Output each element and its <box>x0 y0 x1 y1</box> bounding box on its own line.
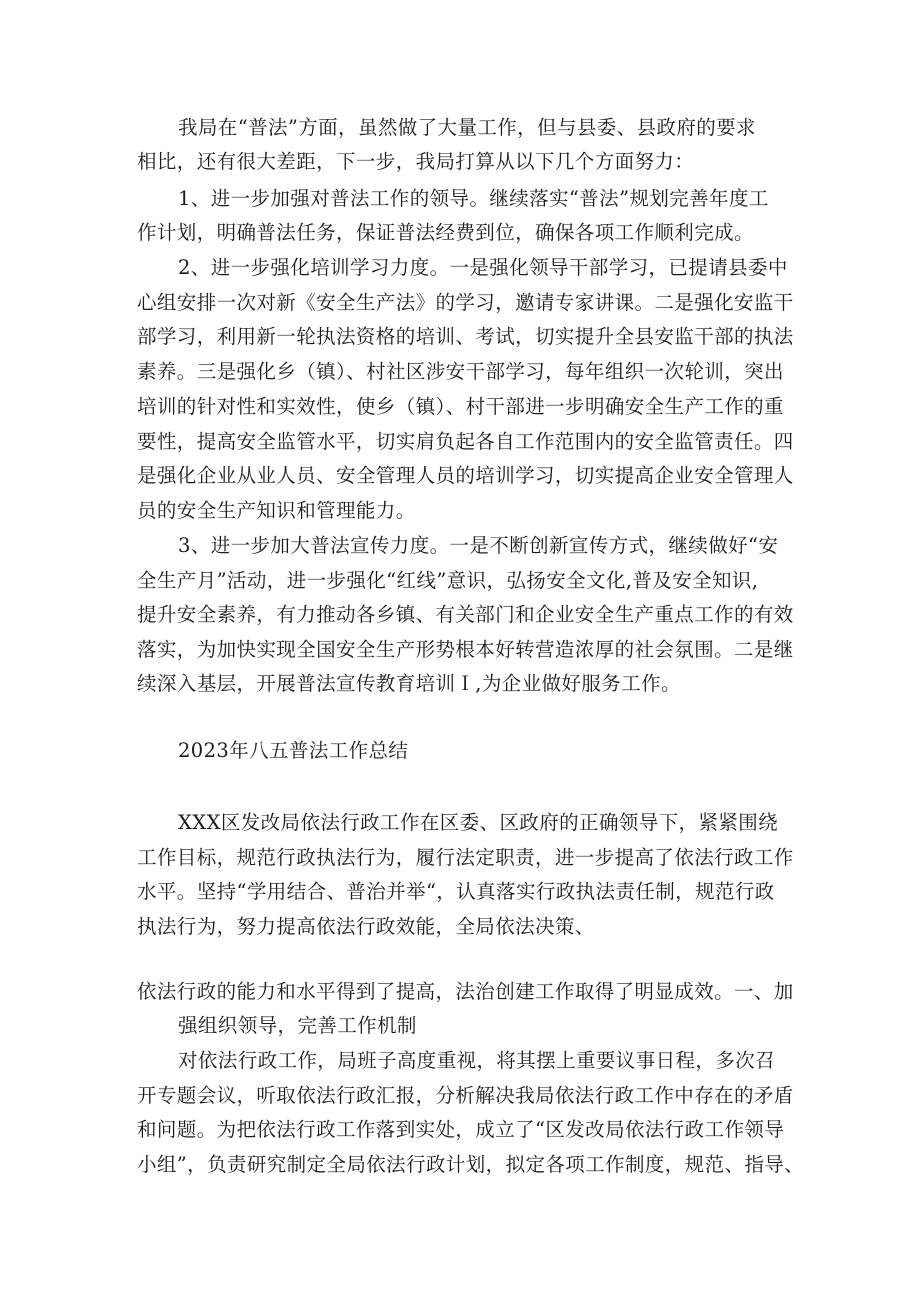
paragraph-line: 心组安排一次对新《安全生产法》的学习，邀请专家讲课。二是强化安监干 <box>137 291 794 314</box>
paragraph-line: 执法行为，努力提高依法行政效能，全局依法决策、 <box>137 915 595 938</box>
section-title: 2023年八五普法工作总结 <box>178 739 409 762</box>
paragraph-line: 部学习，利用新一轮执法资格的培训、考试，切实提升全县安监干部的执法 <box>137 325 794 348</box>
paragraph-line: 培训的针对性和实效性，使乡（镇）、村干部进一步明确安全生产工作的重 <box>137 395 784 418</box>
paragraph-line: 依法行政的能力和水平得到了提高，法治创建工作取得了明显成效。一、加 <box>137 980 794 1003</box>
paragraph-line: 落实，为加快实现全国安全生产形势根本好转营造浓厚的社会氛围。二是继 <box>137 638 794 661</box>
paragraph-line: 相比，还有很大差距，下一步，我局打算从以下几个方面努力： <box>137 150 695 173</box>
paragraph-line: XXX区发改局依法行政工作在区委、区政府的正确领导下，紧紧围绕 <box>178 811 779 834</box>
paragraph-line: 小组”，负责研究制定全局依法行政计划，拟定各项工作制度，规范、指导、 <box>137 1153 805 1176</box>
paragraph-line: 和问题。为把依法行政工作落到实处，成立了“区发改局依法行政工作领导 <box>137 1118 785 1141</box>
paragraph-line: 对依法行政工作，局班子高度重视，将其摆上重要议事日程，多次召 <box>178 1049 776 1072</box>
paragraph-line: 续深入基层，开展普法宣传教育培训Ｉ,为企业做好服务工作。 <box>137 672 681 695</box>
paragraph-line: 工作目标，规范行政执法行为，履行法定职责，进一步提高了依法行政工作 <box>137 846 794 869</box>
paragraph-line: 3、进一步加大普法宣传力度。一是不断创新宣传方式，继续做好“安 <box>178 534 779 557</box>
paragraph-line: 我局在“普法”方面，虽然做了大量工作，但与县委、县政府的要求 <box>178 116 756 139</box>
paragraph-line: 2、进一步强化培训学习力度。一是强化领导干部学习，已提请县委中 <box>178 256 788 279</box>
paragraph-line: 素养。三是强化乡（镇）、村社区涉安干部学习，每年组织一次轮训，突出 <box>137 360 784 383</box>
paragraph-line: 是强化企业从业人员、安全管理人员的培训学习，切实提高企业安全管理人 <box>137 464 794 487</box>
paragraph-line: 提升安全素养，有力推动各乡镇、有关部门和企业安全生产重点工作的有效 <box>137 603 794 626</box>
paragraph-line: 1、进一步加强对普法工作的领导。继续落实“普法”规划完善年度工 <box>178 187 769 210</box>
paragraph-line: 要性，提高安全监管水平，切实肩负起各自工作范围内的安全监管责任。四 <box>137 430 794 453</box>
paragraph-line: 开专题会议，听取依法行政汇报，分析解决我局依法行政工作中存在的矛盾 <box>137 1084 794 1107</box>
paragraph-line: 全生产月”活动，进一步强化“红线”意识，弘扬安全文化,普及安全知识, <box>137 569 759 592</box>
paragraph-line: 员的安全生产知识和管理能力。 <box>137 499 416 522</box>
paragraph-line: 水平。坚持“学用结合、普治并举“，认真落实行政执法责任制，规范行政 <box>137 880 775 903</box>
paragraph-line: 作计划，明确普法任务，保证普法经费到位，确保各项工作顺利完成。 <box>137 221 754 244</box>
paragraph-line: 强组织领导，完善工作机制 <box>178 1014 417 1037</box>
